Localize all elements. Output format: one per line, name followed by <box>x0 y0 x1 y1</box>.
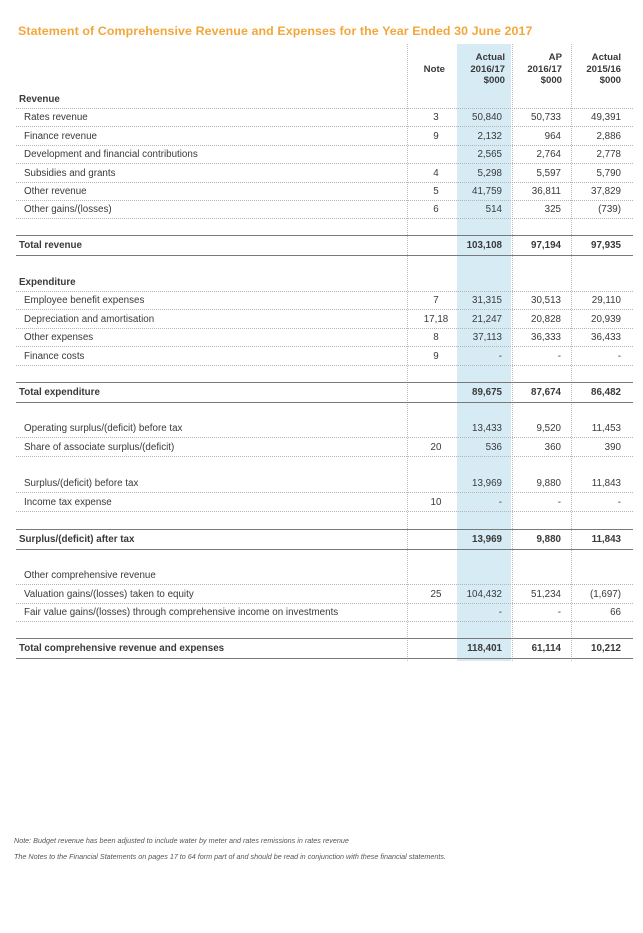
value-actual-2016-17: 50,840 <box>472 112 502 123</box>
row-label: Development and financial contributions <box>24 149 198 160</box>
value-ap-2016-17: - <box>557 351 561 362</box>
row-note: 3 <box>433 112 439 123</box>
row-label: Finance costs <box>24 351 85 362</box>
value-actual-2015-16: 97,935 <box>591 240 621 251</box>
row-note: 7 <box>433 295 439 306</box>
value-actual-2016-17: 118,401 <box>467 643 502 654</box>
statement-title: Statement of Comprehensive Revenue and Expenses for the Year Ended 30 June 2017 <box>18 24 533 38</box>
value-ap-2016-17: - <box>557 607 561 618</box>
table-row <box>16 438 633 457</box>
value-actual-2016-17: 2,132 <box>477 131 502 142</box>
table-row <box>16 108 633 127</box>
row-note: 25 <box>430 589 442 600</box>
total-row <box>16 638 633 659</box>
value-actual-2016-17: 37,113 <box>472 332 502 343</box>
value-ap-2016-17: 5,597 <box>536 168 561 179</box>
value-actual-2016-17: 13,969 <box>472 534 502 545</box>
value-actual-2016-17: 104,432 <box>466 589 502 600</box>
table-row <box>16 347 633 366</box>
table-row <box>16 474 633 493</box>
value-actual-2016-17: 514 <box>485 204 502 215</box>
value-actual-2015-16: 11,843 <box>591 534 621 545</box>
table-row <box>16 145 633 164</box>
value-actual-2016-17: 13,433 <box>472 423 502 434</box>
table-row <box>16 493 633 512</box>
value-ap-2016-17: 30,513 <box>531 295 561 306</box>
row-label: Depreciation and amortisation <box>24 314 155 325</box>
row-label: Income tax expense <box>24 497 112 508</box>
value-ap-2016-17: 97,194 <box>531 240 561 251</box>
value-actual-2015-16: 11,453 <box>591 423 621 434</box>
value-actual-2015-16: 20,939 <box>591 314 621 325</box>
value-actual-2016-17: - <box>498 497 502 508</box>
notes-reference-footnote: The Notes to the Financial Statements on pages 17 to 64 form part of and should be read in conjunction with these financial statements. <box>14 852 446 861</box>
value-ap-2016-17: 87,674 <box>531 387 561 398</box>
row-note: 20 <box>430 442 442 453</box>
header-note: Note <box>423 64 445 75</box>
value-actual-2016-17: 41,759 <box>472 186 502 197</box>
value-actual-2016-17: 103,108 <box>466 240 502 251</box>
value-actual-2016-17: 21,247 <box>472 314 502 325</box>
value-ap-2016-17: 36,333 <box>531 332 561 343</box>
table-row <box>16 200 633 219</box>
table-row <box>16 566 633 585</box>
table-row <box>16 419 633 438</box>
row-label: Employee benefit expenses <box>24 295 145 306</box>
table-row <box>16 127 633 146</box>
value-actual-2015-16: 5,790 <box>596 168 621 179</box>
value-actual-2016-17: - <box>498 351 502 362</box>
value-ap-2016-17: 964 <box>544 131 561 142</box>
value-ap-2016-17: 325 <box>544 204 561 215</box>
total-row <box>16 382 633 403</box>
table-row <box>16 585 633 604</box>
total-row <box>16 235 633 256</box>
row-label: Other gains/(losses) <box>24 204 112 215</box>
row-note: 8 <box>433 332 439 343</box>
budget-footnote: Note: Budget revenue has been adjusted to include water by meter and rates remissions in rates revenue <box>14 836 349 845</box>
value-ap-2016-17: 51,234 <box>531 589 561 600</box>
row-label: Revenue <box>19 94 60 105</box>
row-label: Other comprehensive revenue <box>24 570 156 581</box>
value-actual-2016-17: 13,969 <box>472 478 502 489</box>
value-actual-2015-16: 2,886 <box>596 131 621 142</box>
total-row <box>16 529 633 550</box>
value-ap-2016-17: 9,880 <box>536 478 561 489</box>
row-note: 5 <box>433 186 439 197</box>
value-actual-2015-16: 10,212 <box>591 643 621 654</box>
row-note: 4 <box>433 168 439 179</box>
value-actual-2015-16: 66 <box>610 607 621 618</box>
row-label: Finance revenue <box>24 131 97 142</box>
value-actual-2016-17: 31,315 <box>472 295 502 306</box>
section-heading-row <box>16 273 633 292</box>
value-actual-2015-16: - <box>617 497 621 508</box>
row-note: 9 <box>433 131 439 142</box>
row-label: Subsidies and grants <box>24 168 116 179</box>
row-label: Valuation gains/(losses) taken to equity <box>24 589 194 600</box>
row-note: 6 <box>433 204 439 215</box>
row-label: Surplus/(deficit) after tax <box>19 534 135 545</box>
table-row <box>16 164 633 183</box>
value-actual-2016-17: - <box>498 607 502 618</box>
table-row <box>16 291 633 310</box>
value-actual-2015-16: (739) <box>598 204 621 215</box>
table-row <box>16 328 633 347</box>
row-label: Other revenue <box>24 186 87 197</box>
value-ap-2016-17: 50,733 <box>531 112 561 123</box>
value-actual-2015-16: 37,829 <box>591 186 621 197</box>
value-actual-2015-16: 390 <box>604 442 621 453</box>
value-ap-2016-17: 36,811 <box>531 186 561 197</box>
row-label: Total expenditure <box>19 387 100 398</box>
row-note: 9 <box>433 351 439 362</box>
value-ap-2016-17: 61,114 <box>531 643 561 654</box>
value-actual-2015-16: - <box>617 351 621 362</box>
value-ap-2016-17: 360 <box>544 442 561 453</box>
value-ap-2016-17: 9,880 <box>536 534 561 545</box>
row-note: 10 <box>430 497 442 508</box>
row-label: Surplus/(deficit) before tax <box>24 478 139 489</box>
header-ap-2016-17: AP 2016/17 $000 <box>527 52 562 86</box>
value-actual-2015-16: 29,110 <box>591 295 621 306</box>
table-row <box>16 603 633 622</box>
header-actual-2016-17: Actual 2016/17 $000 <box>470 52 505 86</box>
value-ap-2016-17: - <box>557 497 561 508</box>
row-label: Share of associate surplus/(deficit) <box>24 442 175 453</box>
value-ap-2016-17: 9,520 <box>536 423 561 434</box>
value-actual-2016-17: 5,298 <box>477 168 502 179</box>
row-label: Total comprehensive revenue and expenses <box>19 643 225 654</box>
value-actual-2015-16: 86,482 <box>591 387 621 398</box>
row-label: Total revenue <box>19 240 82 251</box>
table-row <box>16 310 633 329</box>
value-actual-2015-16: 49,391 <box>591 112 621 123</box>
value-actual-2015-16: 11,843 <box>591 478 621 489</box>
value-ap-2016-17: 2,764 <box>536 149 561 160</box>
section-heading-row <box>16 90 633 109</box>
value-actual-2015-16: 36,433 <box>591 332 621 343</box>
row-label: Rates revenue <box>24 112 88 123</box>
row-label: Fair value gains/(losses) through comprehensive income on investments <box>24 607 339 618</box>
value-ap-2016-17: 20,828 <box>531 314 561 325</box>
row-label: Operating surplus/(deficit) before tax <box>24 423 183 434</box>
header-actual-2015-16: Actual 2015/16 $000 <box>586 52 621 86</box>
value-actual-2015-16: 2,778 <box>596 149 621 160</box>
row-label: Expenditure <box>19 277 76 288</box>
value-actual-2016-17: 89,675 <box>472 387 502 398</box>
value-actual-2016-17: 536 <box>485 442 502 453</box>
table-row <box>16 182 633 201</box>
row-note: 17,18 <box>423 314 449 325</box>
value-actual-2015-16: (1,697) <box>589 589 621 600</box>
value-actual-2016-17: 2,565 <box>477 149 502 160</box>
row-label: Other expenses <box>24 332 94 343</box>
